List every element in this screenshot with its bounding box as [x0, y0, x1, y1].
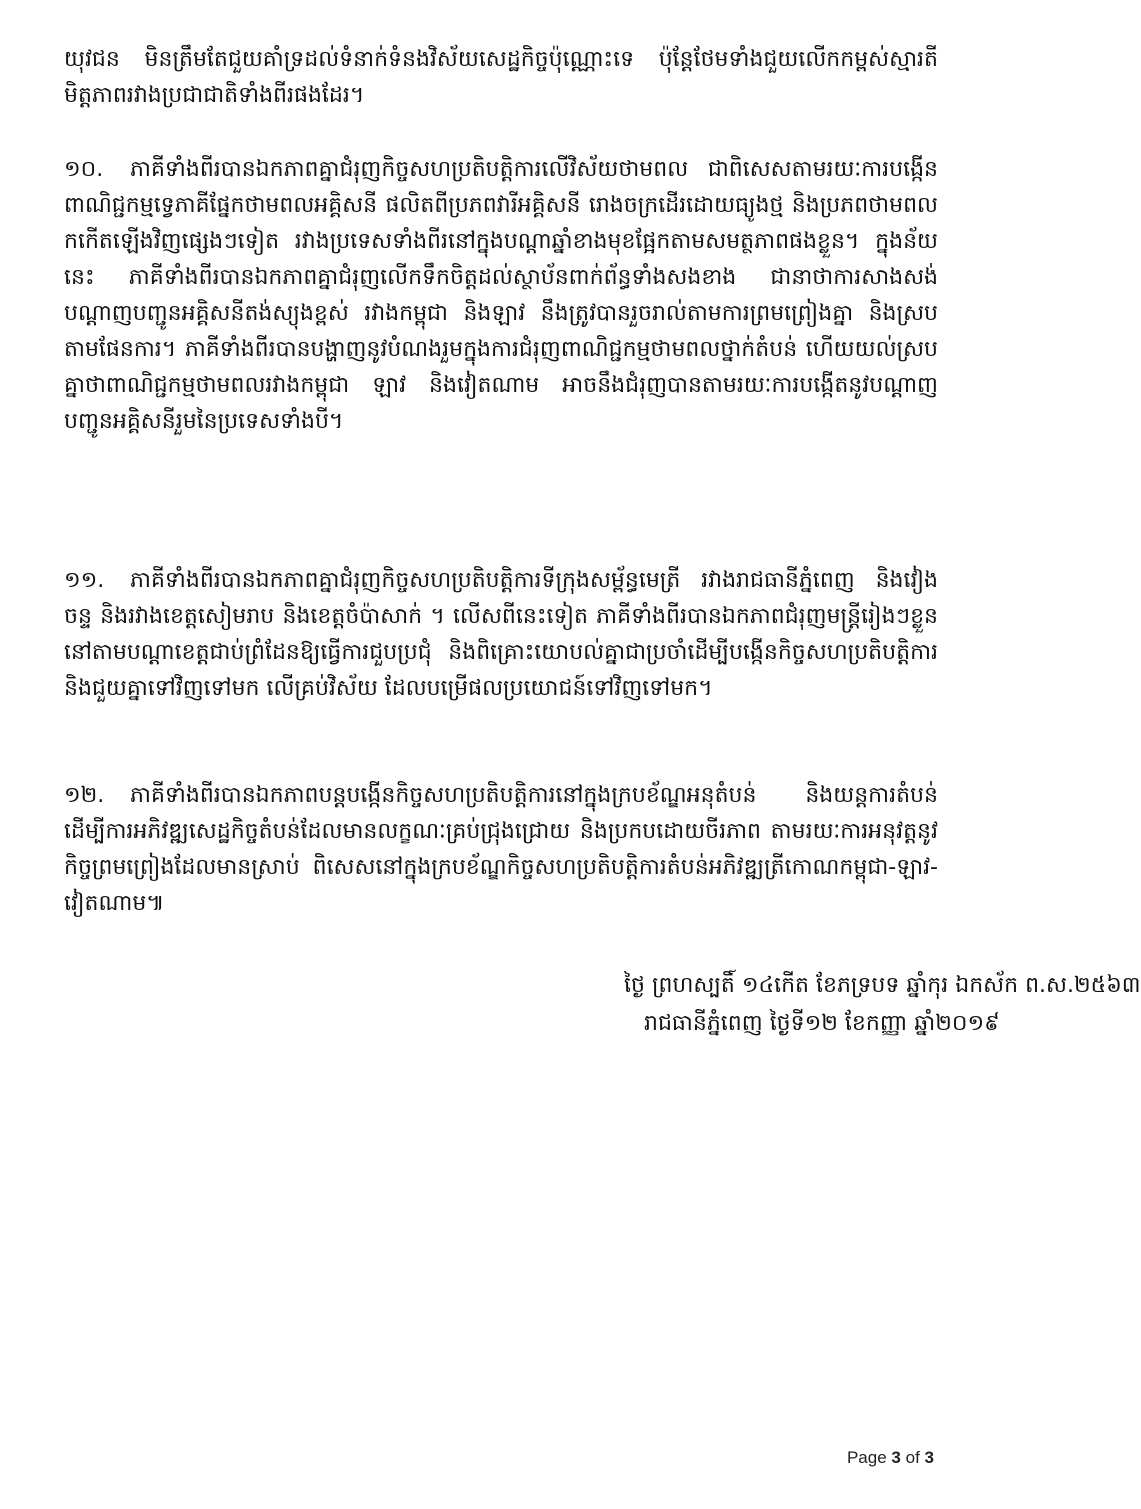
paragraph-text: ភាគីទាំងពីរបានឯកភាពបន្តបង្កើនកិច្ចសហប្រតិបត្តិការនៅក្នុងក្របខ័ណ្ឌអនុតំបន់ និងយន្តការតំបន់ ដើម្បីការអភិវឌ្ឍសេដ្ឋកិច្ចតំបន់ដែលមានលក្ខណៈគ្រប់ជ្រុងជ្រោយ និងប្រកបដោយចីរភាព តាមរយៈការអនុវត្តនូវកិច្ចព្រមព្រៀងដែលមានស្រាប់ ពិសេសនៅក្នុងក្របខ័ណ្ឌកិច្ចសហប្រតិបត្តិការតំបន់អភិវឌ្ឍត្រីកោណកម្ពុជា-ឡាវ-វៀតណាម៕	[64, 783, 938, 916]
paragraph-12	[64, 778, 938, 922]
page-label: Page	[846, 1448, 887, 1467]
paragraph-number: ១១.	[64, 568, 105, 593]
lunar-dateline: ថ្ងៃ ព្រហស្បតិ៍ ១៤កើត ខែភទ្របទ ឆ្នាំកុរ ឯកស័ក ព.ស.២៥៦៣	[624, 973, 1141, 998]
page-number-footer	[847, 1448, 934, 1468]
paragraph-10	[64, 152, 938, 440]
of-label: of	[905, 1448, 920, 1467]
paragraph-text: ភាគីទាំងពីរបានឯកភាពគ្នាជំរុញកិច្ចសហប្រតិបត្តិការទីក្រុងសម្ព័ន្ធមេត្រី រវាងរាជធានីភ្នំពេញ និងវៀងចន្ទ និងរវាងខេត្តសៀមរាប និងខេត្តចំប៉ាសាក់ ។ លើសពីនេះទៀត ភាគីទាំងពីរបានឯកភាពជំរុញមន្ត្រីរៀងៗខ្លួន នៅតាមបណ្តាខេត្តជាប់ព្រំដែនឱ្យធ្វើការជួបប្រជុំ និងពិគ្រោះយោបល់គ្នាជាប្រចាំដើម្បីបង្កើនកិច្ចសហប្រតិបត្តិការ និងជួយគ្នាទៅវិញទៅមក លើគ្រប់វិស័យ ដែលបម្រើផលប្រយោជន៍ទៅវិញទៅមក។	[64, 568, 938, 701]
paragraph-number: ១០.	[64, 157, 104, 182]
intro-paragraph: យុវជន មិនត្រឹមតែជួយគាំទ្រដល់ទំនាក់ទំនងវិស័យសេដ្ឋកិច្ចប៉ុណ្ណោះទេ ប៉ុន្តែថែមទាំងជួយលើកកម្ពស់ស្មារតីមិត្តភាពរវាងប្រជាជាតិទាំងពីរផងដែរ។	[64, 47, 938, 108]
solar-dateline: រាជធានីភ្នំពេញ ថ្ងៃទី១២ ខែកញ្ញា ឆ្នាំ២០១៩	[644, 1011, 1000, 1036]
current-page-number: 3	[891, 1448, 901, 1467]
paragraph-text: ភាគីទាំងពីរបានឯកភាពគ្នាជំរុញកិច្ចសហប្រតិបត្តិការលើវិស័យថាមពល ជាពិសេសតាមរយៈការបង្កើនពាណិជ្ជកម្មទ្វេភាគីផ្នែកថាមពលអគ្គិសនី ផលិតពីប្រភពវារីអគ្គិសនី រោងចក្រដើរដោយធ្យូងថ្ម និងប្រភពថាមពលកកើតឡើងវិញផ្សេងៗទៀត រវាងប្រទេសទាំងពីរនៅក្នុងបណ្តាឆ្នាំខាងមុខផ្អែកតាមសមត្ថភាពផងខ្លួន។ ក្នុងន័យនេះ ភាគីទាំងពីរបានឯកភាពគ្នាជំរុញលើកទឹកចិត្តដល់ស្ថាប័នពាក់ព័ន្ធទាំងសងខាង ជានាថាការសាងសង់បណ្តាញបញ្ជូនអគ្គិសនីតង់ស្យុងខ្ពស់ រវាងកម្ពុជា និងឡាវ នឹងត្រូវបានរួចរាល់តាមការព្រមព្រៀងគ្នា និងស្របតាមផែនការ។ ភាគីទាំងពីរបានបង្ហាញនូវបំណងរួមក្នុងការជំរុញពាណិជ្ជកម្មថាមពលថ្នាក់តំបន់ ហើយយល់ស្របគ្នាថាពាណិជ្ជកម្មថាមពលរវាងកម្ពុជា ឡាវ និងវៀតណាម អាចនឹងជំរុញបានតាមរយៈការបង្កើតនូវបណ្តាញបញ្ជូនអគ្គិសនីរួមនៃប្រទេសទាំងបី។	[64, 157, 938, 434]
paragraph-number: ១២.	[64, 783, 105, 808]
total-pages-number: 3	[924, 1448, 934, 1467]
paragraph-11	[64, 563, 938, 707]
